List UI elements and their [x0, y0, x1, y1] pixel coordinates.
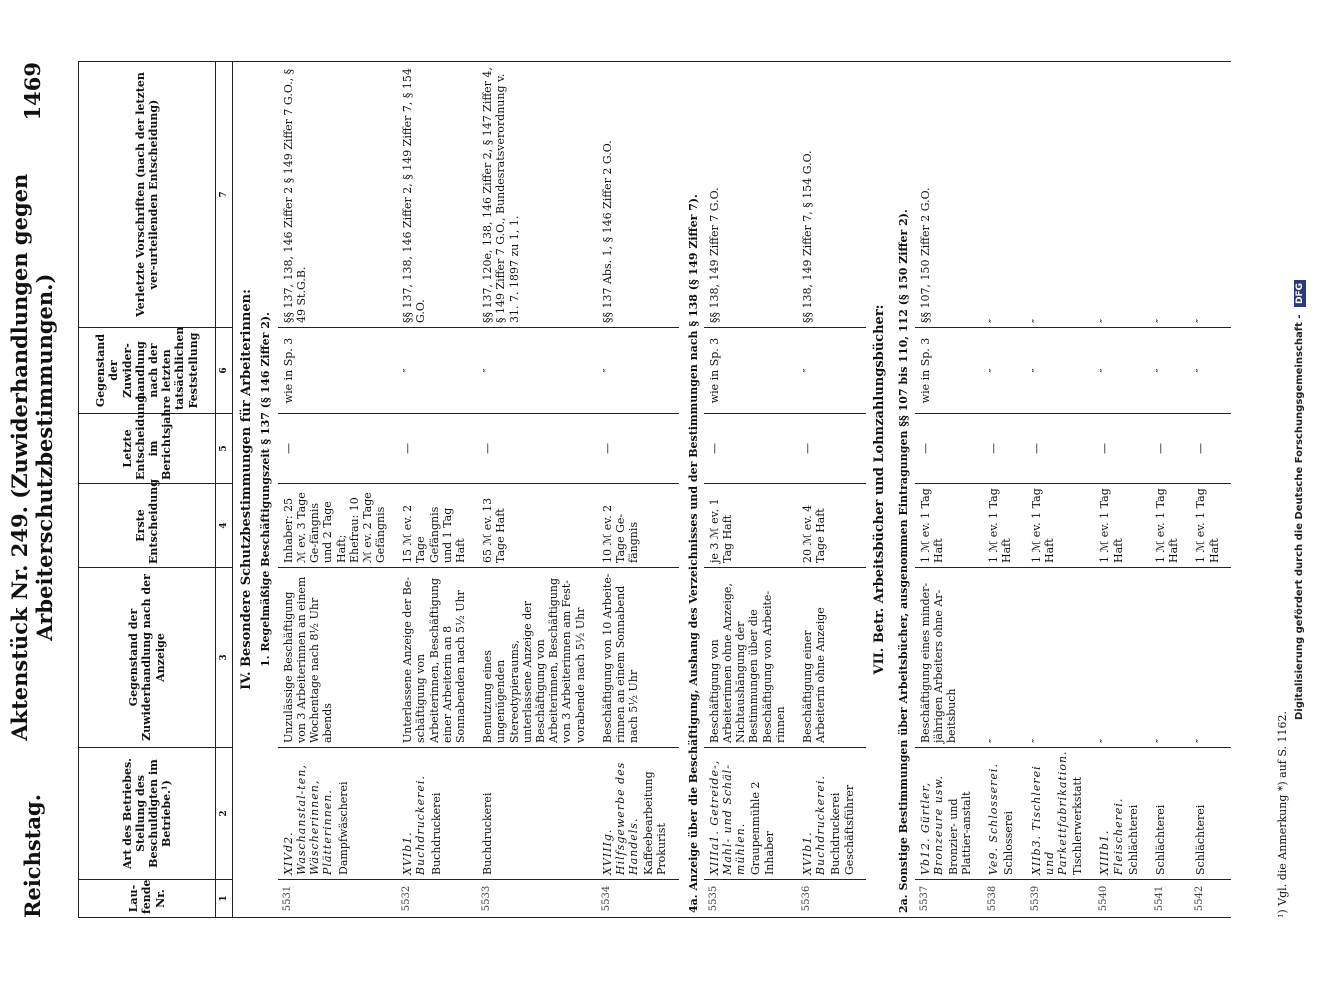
entry-first-decision: 1 ℳ ev. 1 Tag Haft	[1150, 484, 1190, 568]
entry-law: ″	[1190, 62, 1230, 328]
entry-category: XVIIIg. Hilfsgewerbe des Handels.	[600, 761, 641, 875]
entry-business-type: Bronzier- und Plattier-anstalt	[946, 791, 974, 875]
entry-category: XVIb1. Buchdruckerei.	[401, 775, 428, 875]
digitization-note	[1294, 30, 1306, 970]
entry-business-type: Schlächterei	[1194, 804, 1208, 875]
entry-number: 5534	[597, 880, 679, 918]
table-row	[797, 62, 866, 918]
entry-category: Ve9. Schlosserei.	[987, 763, 1001, 875]
col-number: 6	[216, 328, 233, 414]
table-row	[477, 62, 597, 918]
col-header-nr: Lau-fende Nr.	[79, 880, 216, 918]
entry-first-decision: 1 ℳ ev. 1 Tag Haft	[1026, 484, 1095, 568]
column-number-row	[216, 62, 233, 918]
col-header-last-decision: Letzte Entscheidung im Berichtsjahre	[79, 414, 216, 484]
table-row	[1094, 62, 1150, 918]
table-row	[1150, 62, 1190, 918]
entry-law: ″	[1094, 62, 1150, 328]
entry-last-decision: —	[477, 414, 597, 484]
entry-number: 5541	[1150, 880, 1190, 918]
entry-first-decision: 10 ℳ ev. 2 Tage Ge-fängnis	[597, 484, 679, 568]
entry-number: 5531	[278, 880, 398, 918]
entry-last-decision: —	[1094, 414, 1150, 484]
table-row	[915, 62, 984, 918]
col-number: 2	[216, 748, 233, 880]
entry-business	[278, 748, 398, 880]
entry-business	[1150, 748, 1190, 880]
entry-number: 5540	[1094, 880, 1150, 918]
entry-business	[915, 748, 984, 880]
entry-first-decision: 15 ℳ ev. 2 Tage Gefängnis und 1 Tag Haft	[397, 484, 477, 568]
entry-category: XIIIa1. Getreide-, Mahl- und Schäl-mühlen.	[707, 759, 748, 875]
page-header	[7, 62, 57, 918]
entry-number: 5532	[397, 880, 477, 918]
table-row	[1026, 62, 1095, 918]
subsection-heading	[257, 62, 278, 918]
entry-fact: ″	[397, 328, 477, 414]
col-number: 5	[216, 414, 233, 484]
footnote: ¹) Vgl. die Anmerkung *) auf S. 1162.	[1276, 711, 1289, 918]
entry-fact: wie in Sp. 3	[704, 328, 797, 414]
entry-fact: wie in Sp. 3	[915, 328, 984, 414]
entry-number: 5535	[704, 880, 797, 918]
section-heading	[233, 62, 257, 918]
entry-business-type: Schlächterei	[1126, 804, 1140, 875]
entry-fact: ″	[597, 328, 679, 414]
entry-first-decision: 1 ℳ ev. 1 Tag Haft	[1190, 484, 1230, 568]
entry-number: 5542	[1190, 880, 1230, 918]
entry-number: 5538	[983, 880, 1025, 918]
entry-category: Vb12. Gürtler, Bronzeure usw.	[918, 774, 945, 875]
entry-law: ″	[1150, 62, 1190, 328]
entry-law: §§ 137, 138, 146 Ziffer 2 § 149 Ziffer 7 G.O., § 49 St.G.B.	[278, 62, 398, 328]
table-row	[704, 62, 797, 918]
entry-first-decision: 1 ℳ ev. 1 Tag Haft	[983, 484, 1025, 568]
subsection-heading	[889, 62, 914, 918]
entry-law: §§ 138, 149 Ziffer 7 G.O.	[704, 62, 797, 328]
entry-first-decision: 1 ℳ ev. 1 Tag Haft	[915, 484, 984, 568]
entry-business-type: Tischlerwerkstatt	[1071, 776, 1085, 875]
entry-last-decision: —	[915, 414, 984, 484]
entry-fact: ″	[1190, 328, 1230, 414]
entry-business-type: Buchdruckerei Geschäftsführer	[829, 784, 856, 875]
entry-business	[397, 748, 477, 880]
entry-business-type: Buchdruckerei	[429, 792, 443, 875]
table-header-row	[79, 62, 216, 918]
entry-category: XIIb3. Tischlerei und Parkettfabrikation.	[1029, 750, 1069, 875]
entry-fact: ″	[983, 328, 1025, 414]
entry-law: §§ 107, 150 Ziffer 2 G.O.	[915, 62, 984, 328]
page-number: 1469	[19, 62, 45, 121]
section-iv-sub1: 1. Regelmäßige Beschäftigungszeit § 137 (§ 146 Ziffer 2).	[257, 62, 278, 918]
col-header-business: Art des Betriebes. Stellung des Beschuldigten im Betriebe.¹)	[79, 748, 216, 880]
entry-first-decision: 20 ℳ ev. 4 Tage Haft	[797, 484, 866, 568]
entry-business-type: Schlosserei	[1002, 810, 1016, 875]
entry-first-decision: Inhaber: 25 ℳ ev. 3 Tage Ge-fängnis und 2 Tage Haft; Ehefrau: 10 ℳ ev. 2 Tage Gefängnis	[278, 484, 398, 568]
entry-subject: Unzulässige Beschäftigung von 3 Arbeiterinnen an einem Wochentage nach 8½ Uhr abends	[278, 568, 398, 748]
dfg-logo: DFG	[1294, 280, 1306, 307]
entry-business-type: Dampfwäscherei	[336, 781, 350, 875]
col-header-law: Verletzte Vorschriften (nach der letzten ver-urteilenden Entscheidung)	[79, 62, 216, 328]
entry-first-decision: 65 ℳ ev. 13 Tage Haft	[477, 484, 597, 568]
entry-last-decision: —	[983, 414, 1025, 484]
entry-fact: wie in Sp. 3	[278, 328, 398, 414]
entry-business	[983, 748, 1025, 880]
entry-category: XVIb1. Buchdruckerei.	[800, 775, 828, 875]
entry-law: §§ 137, 138, 146 Ziffer 2, § 149 Ziffer 7, § 154 G.O.	[397, 62, 477, 328]
entry-business	[704, 748, 797, 880]
entry-subject: ″	[1190, 568, 1230, 748]
col-number: 7	[216, 62, 233, 328]
entry-last-decision: —	[1026, 414, 1095, 484]
col-number: 3	[216, 568, 233, 748]
section-vii-title: VII. Betr. Arbeitsbücher und Lohnzahlungsbücher:	[866, 62, 890, 918]
entry-subject: Beschäftigung einer Arbeiterin ohne Anzeige	[797, 568, 866, 748]
entry-last-decision: —	[704, 414, 797, 484]
section-iv-title: IV. Besondere Schutzbestimmungen für Arbeiterinnen:	[233, 62, 257, 918]
col-header-fact: Gegenstand der Zuwider-handlung nach der letzten tatsächlichen Feststellung	[79, 328, 216, 414]
entry-law: ″	[1026, 62, 1095, 328]
table-row	[597, 62, 679, 918]
col-number: 1	[216, 880, 233, 918]
entry-business	[1094, 748, 1150, 880]
entry-subject: Beschäftigung von 10 Arbeite-rinnen an einem Sonnabend nach 5½ Uhr	[597, 568, 679, 748]
entry-fact: ″	[1094, 328, 1150, 414]
entry-business	[797, 748, 866, 880]
entry-subject: ″	[1150, 568, 1190, 748]
entry-business	[1026, 748, 1095, 880]
entry-subject: Benutzung eines ungenügenden Stereotypieraums, unterlassene Anzeige der Beschäftigung von Arbeiterinnen, Beschäftigung von 3 Arbeiterinnen am Fest-vorabende nach 5½ Uhr	[477, 568, 597, 748]
section-heading	[866, 62, 890, 918]
entry-number: 5536	[797, 880, 866, 918]
header-left: Reichstag.	[19, 794, 45, 918]
entry-last-decision: —	[797, 414, 866, 484]
entry-number: 5539	[1026, 880, 1095, 918]
subsection-heading	[679, 62, 704, 918]
entry-number: 5537	[915, 880, 984, 918]
entry-fact: ″	[797, 328, 866, 414]
entry-business	[1190, 748, 1230, 880]
entry-last-decision: —	[397, 414, 477, 484]
entry-number: 5533	[477, 880, 597, 918]
entry-last-decision: —	[1150, 414, 1190, 484]
entry-last-decision: —	[278, 414, 398, 484]
table-row	[983, 62, 1025, 918]
table-row	[1190, 62, 1230, 918]
entry-subject: ″	[1026, 568, 1095, 748]
entry-business	[477, 748, 597, 880]
section-vii-sub2a: 2a. Sonstige Bestimmungen über Arbeitsbücher, ausgenommen Eintragungen §§ 107 bis 110, 112 (§ 150 Ziffer 2).	[889, 62, 914, 918]
entry-law: §§ 138, 149 Ziffer 7, § 154 G.O.	[797, 62, 866, 328]
entry-fact: ″	[1150, 328, 1190, 414]
entry-law: §§ 137, 120e, 138, 146 Ziffer 2, § 147 Ziffer 4, § 149 Ziffer 7 G.O., Bundesratsverordnung v. 31. 7. 1897 zu 1, 1.	[477, 62, 597, 328]
entry-subject: Beschäftigung von Arbeiterinnen ohne Anzeige, Nichtaushängung der Bestimmungen über die Beschäftigung von Arbeite-rinnen	[704, 568, 797, 748]
entry-subject: ″	[1094, 568, 1150, 748]
offenses-table	[78, 61, 1231, 918]
entry-first-decision: 1 ℳ ev. 1 Tag Haft	[1094, 484, 1150, 568]
header-title-block	[7, 120, 57, 794]
col-header-first-decision: Erste Entscheidung	[79, 484, 216, 568]
entry-first-decision: je 3 ℳ ev. 1 Tag Haft	[704, 484, 797, 568]
entry-business-type: Kaffeebearbeitung Prokurist	[642, 771, 669, 875]
digitization-text: Digitalisierung gefördert durch die Deutsche Forschungsgemeinschaft -	[1294, 314, 1305, 721]
entry-last-decision: —	[1190, 414, 1230, 484]
entry-business	[597, 748, 679, 880]
entry-business-type: Buchdruckerei	[481, 792, 495, 875]
entry-business-type: Schlächterei	[1153, 804, 1167, 875]
header-title: Aktenstück Nr. 249.	[7, 506, 32, 741]
entry-subject: Unterlassene Anzeige der Be-schäftigung von Arbeiterinnen, Beschäftigung einer Arbeiterin an 8 Sonnabenden nach 5½ Uhr	[397, 568, 477, 748]
entry-subject: Beschäftigung eines minder-jährigen Arbeiters ohne Ar-beitsbuch	[915, 568, 984, 748]
header-subtitle: (Zuwiderhandlungen gegen Arbeiterschutzbestimmungen.)	[7, 173, 57, 641]
entry-fact: ″	[477, 328, 597, 414]
entry-law: §§ 137 Abs. 1, § 146 Ziffer 2 G.O.	[597, 62, 679, 328]
col-header-subject: Gegenstand der Zuwiderhandlung nach der Anzeige	[79, 568, 216, 748]
section-iv-sub4a: 4a. Anzeige über die Beschäftigung, Aushang des Verzeichnisses und der Bestimmungen nach § 138 (§ 149 Ziffer 7).	[679, 62, 704, 918]
table-row	[397, 62, 477, 918]
entry-law: ″	[983, 62, 1025, 328]
col-number: 4	[216, 484, 233, 568]
entry-fact: ″	[1026, 328, 1095, 414]
entry-last-decision: —	[597, 414, 679, 484]
entry-subject: ″	[983, 568, 1025, 748]
entry-category: XIIIb1. Fleischerei.	[1098, 797, 1125, 875]
entry-category: XIVd2. Waschanstal-ten, Wäscherinnen, Plätterinnen.	[281, 764, 335, 875]
entry-business-type: Graupenmühle 2 Inhaber	[749, 781, 776, 875]
table-row	[278, 62, 398, 918]
